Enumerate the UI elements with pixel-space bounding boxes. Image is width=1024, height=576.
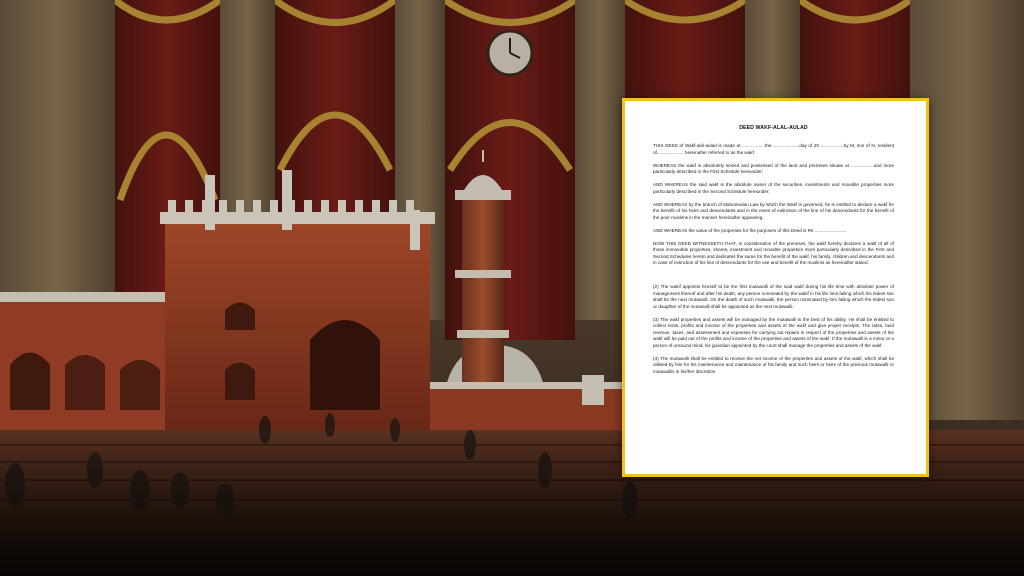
document-paragraph: (3) The wakf properties and assets will be managed by the mutawalli to the best of his ability. He shall be entitled to collect rents, profits and income of the properties and assets of the wakf and give proper receipts. The rates, land revenue, taxes, and assessment and expenses for carrying out repairs in respect of the properties and assets of the wakf will be paid out of the profits and income of the properties and assets of the wakf. If the mutawalli is a minor or a person of unsound mind, his guardian appointed by the court shall manage the properties and assets of the wakf. <box>653 316 894 348</box>
document-paragraph: AND WHEREAS by the branch of Mahomedan Law by which the Wakf is governed, he is entitled to declare a wakf for the benefit of his heirs and descendants and in the event of extinction of the line of his descendants for the benefit of the poor muslims in the manner hereinafter appearing; <box>653 201 894 220</box>
document-paragraph: THIS DEED of Wakf-alal-aulad is made at ..................the......................day of 20 ..................by M, son of N, resident of..................... hereinafter referred to as the wakf. <box>653 143 894 155</box>
document-paragraph: AND WHEREAS the value of the properties for the purposes of this Deed is Rs ......................... <box>653 227 847 233</box>
document-paragraph: WHEREAS the wakf is absolutely seized and possessed of the land and premises situate at ..................and more particularly described in the First Schedule hereunder; <box>653 162 894 174</box>
document-title: DEED WAKF-ALAL-AULAD <box>739 125 808 131</box>
spacer <box>653 273 894 284</box>
document-paragraph: AND WHEREAS the said wakf is the absolute owner of the securities, investments and movable properties more particularly described in the Second Schedule hereunder; <box>653 182 894 194</box>
deed-document-card <box>622 98 929 477</box>
document-paragraph: (2) The wakif appoints himself to be the first mutawalli of the said wakf during his life time with absolute power of management thereof and after his death, any person nominated by the wakif in his life time,failing which his eldest son shall be the next mutawalli. On the death of such mutawalli, the person nominated by him failing which the eldest son or daughter of the mutawalli shall be appointed as the next mutawalli. <box>653 284 894 309</box>
document-paragraph: (4) The mutawalli shall be entitled to receive the net income of the properties and assets of the wakf, which shall be utilised by him for his maintenance and maintenance of his family and such heirs or heirs of the previous mutawalli or mutawallis in his/her discretion <box>653 355 894 374</box>
document-paragraph: NOW THIS DEED WITNESSETH THAT, in consideration of the premises, the wakf hereby declares a wakf of all of those immovable properties, shares, investment and movable properties more particularly described in the First and Second Schedules hereto and dedicates the same for the benefit of the wakf, his family, children and descendants and in case of extinction of his line of descendants for the use and benefit of the muslims as hereinafter stated. <box>653 240 894 265</box>
